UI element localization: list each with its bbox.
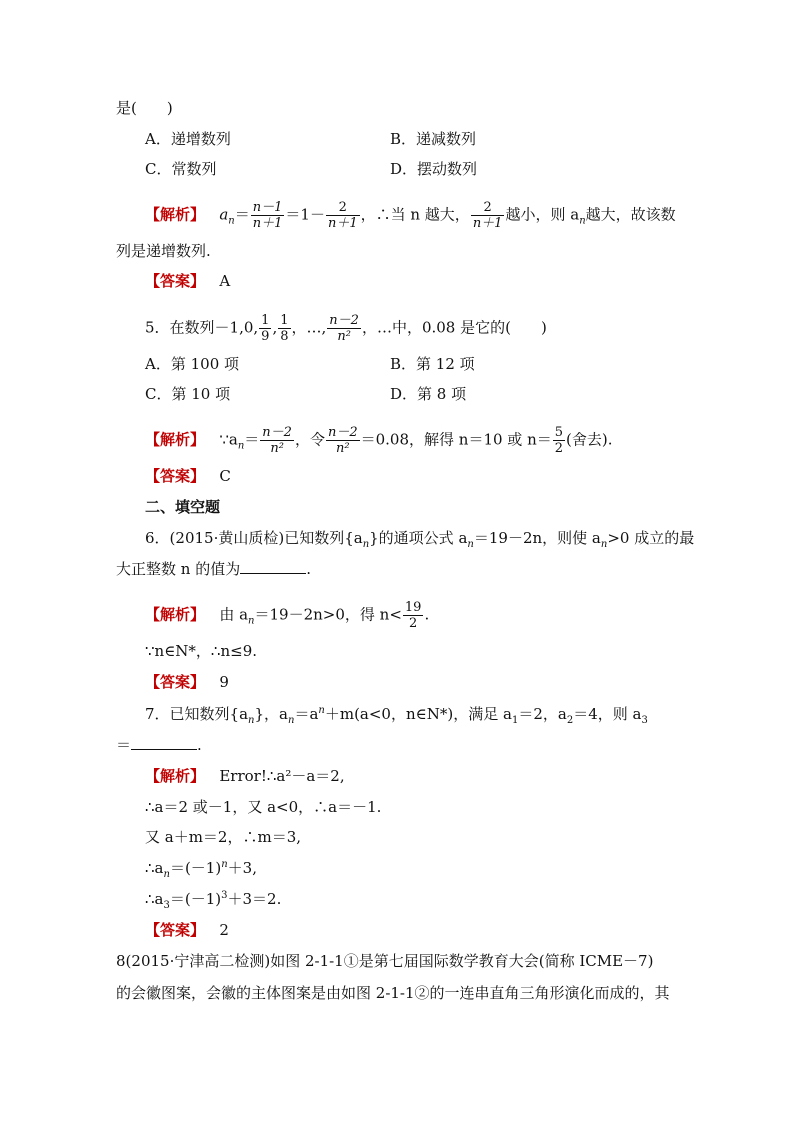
q6-stem-line2: 大正整数 n 的值为 . xyxy=(116,560,311,578)
q4-analysis: 【解析】 $a_n=$ $\frac{n-1}{n+1}$ ＝1－ $\frac{2}{n+1}$ ，∴当 n 越大， $\frac{2}{n+1}$ 越小，则 $a_n$越大，故该数 xyxy=(145,200,676,231)
q5-option-a: A．第 100 项 xyxy=(145,355,239,373)
q7-step1: ∴a＝2 或－1，又 a<0，∴a＝－1. xyxy=(145,798,382,816)
q7-step2: 又 a＋m＝2，∴m＝3, xyxy=(145,828,302,846)
fraction: $\frac{2}{n+1}$ xyxy=(472,200,503,231)
q6-analysis: 【解析】 由 $a_n=19-2n>0$，得 n< $\frac{19}{2}$ . xyxy=(145,600,430,631)
answer-blank xyxy=(131,735,197,750)
q7-step3: $\therefore a_n=(-1)^n+3$, xyxy=(145,859,257,880)
q4-option-c: C．常数列 xyxy=(145,160,217,178)
q6-stem-line1: 6．(2015·黄山质检)已知数列$\{a_n\}$的通项公式 $a_n=19-2n$，则使 $a_n>0$ 成立的最 xyxy=(145,529,695,550)
q6-answer: 【答案】 9 xyxy=(145,673,229,691)
q7-stem-line1: 7．已知数列$\{a_n\}$，$a_n=a^n+m(a<0$，n∈N*)，满足 $a_1=2$，$a_2=4$，则 $a_3$ xyxy=(145,705,648,726)
fraction: $\frac{n-1}{n+1}$ xyxy=(252,200,283,231)
q5-option-d: D．第 8 项 xyxy=(390,385,467,403)
q8-stem-line2: 的会徽图案，会徽的主体图案是由如图 2-1-1②的一连串直角三角形演化而成的，其 xyxy=(116,984,670,1002)
q4-option-d: D．摆动数列 xyxy=(390,160,478,178)
q7-stem-line2: ＝ . xyxy=(116,736,202,754)
section-heading-fill: 二、填空题 xyxy=(145,498,221,516)
q5-stem: 5．在数列－1,0, $\frac{1}{9}$ , $\frac{1}{8}$ ，…, $\frac{n-2}{\text{n²}}$ ，…中，0.08 是它的( ) xyxy=(145,313,547,344)
q5-option-c: C．第 10 项 xyxy=(145,385,231,403)
q4-stem-tail: 是( ) xyxy=(116,99,173,117)
q5-option-b: B．第 12 项 xyxy=(390,355,475,373)
q4-option-a: A．递增数列 xyxy=(145,130,231,148)
q4-answer: 【答案】 A xyxy=(145,272,231,290)
q7-step4: $\therefore a_3=(-1)^3+3=2$. xyxy=(145,890,282,911)
analysis-label: 【解析】 xyxy=(145,205,206,224)
fraction: $\frac{2}{n+1}$ xyxy=(327,200,358,231)
q6-analysis-line2: ∵n∈N*，∴n≤9. xyxy=(145,642,258,660)
q8-stem-line1: 8(2015·宁津高二检测)如图 2-1-1①是第七届国际数学教育大会(简称 ICME－7) xyxy=(116,952,654,970)
q4-analysis-line2: 列是递增数列. xyxy=(116,242,211,260)
q4-option-b: B．递减数列 xyxy=(390,130,477,148)
answer-blank xyxy=(240,559,306,574)
q5-answer: 【答案】 C xyxy=(145,467,231,485)
q7-answer: 【答案】 2 xyxy=(145,921,229,939)
q7-analysis: 【解析】 Error!∴a²－a＝2, xyxy=(145,767,345,785)
q5-analysis: 【解析】 $\because a_n=$ $\frac{n-2}{\text{n²}}$ ，令 $\frac{n-2}{\text{n²}}$ ＝0.08，解得 n＝10 或 n＝ $\frac{5}{2}$ (舍去). xyxy=(145,425,613,456)
